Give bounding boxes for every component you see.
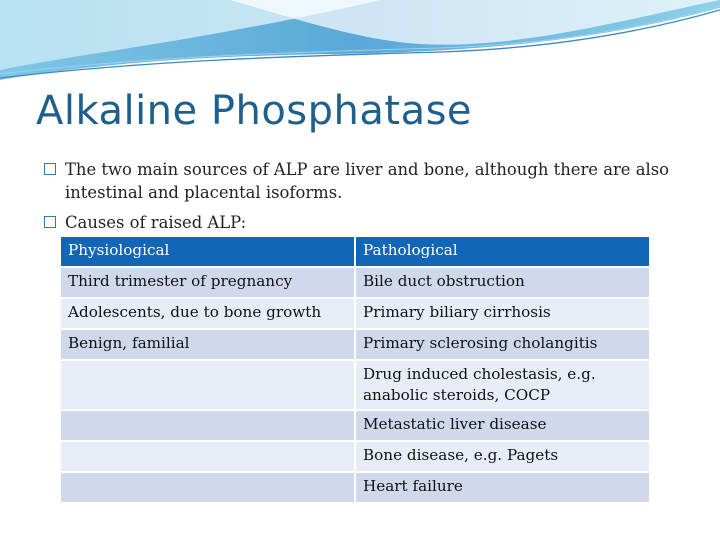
slide-title: Alkaline Phosphatase (36, 88, 473, 134)
square-bullet-icon (44, 163, 56, 175)
header-wave-decoration (0, 0, 720, 90)
table-row (60, 410, 650, 441)
table-cell (60, 360, 355, 410)
causes-table (59, 235, 651, 504)
table-row (60, 441, 650, 472)
table-row (60, 298, 650, 329)
bullet-item (44, 158, 684, 204)
table-cell: Bile duct obstruction (355, 267, 650, 298)
header-physiological: Physiological (60, 236, 355, 267)
table-row (60, 329, 650, 360)
table-cell: Heart failure (355, 472, 650, 503)
table-row (60, 267, 650, 298)
table-cell: Benign, familial (60, 329, 355, 360)
table-cell: Metastatic liver disease (355, 410, 650, 441)
header-pathological: Pathological (355, 236, 650, 267)
table-cell: Primary sclerosing cholangitis (355, 329, 650, 360)
bullet-text: Causes of raised ALP: (65, 213, 247, 232)
table-cell: Drug induced cholestasis, e.g. anabolic steroids, COCP (355, 360, 650, 410)
table-row (60, 472, 650, 503)
table-cell: Primary biliary cirrhosis (355, 298, 650, 329)
table-cell: Third trimester of pregnancy (60, 267, 355, 298)
table-cell: Adolescents, due to bone growth (60, 298, 355, 329)
bullet-text: The two main sources of ALP are liver and bone, although there are also intestinal and placental isoforms. (65, 160, 670, 202)
table-cell: Bone disease, e.g. Pagets (355, 441, 650, 472)
bullet-list (44, 158, 684, 234)
table-cell (60, 441, 355, 472)
table-cell (60, 410, 355, 441)
bullet-item (44, 211, 684, 234)
table-cell (60, 472, 355, 503)
table-header-row (60, 236, 650, 267)
table-row (60, 360, 650, 410)
square-bullet-icon (44, 216, 56, 228)
